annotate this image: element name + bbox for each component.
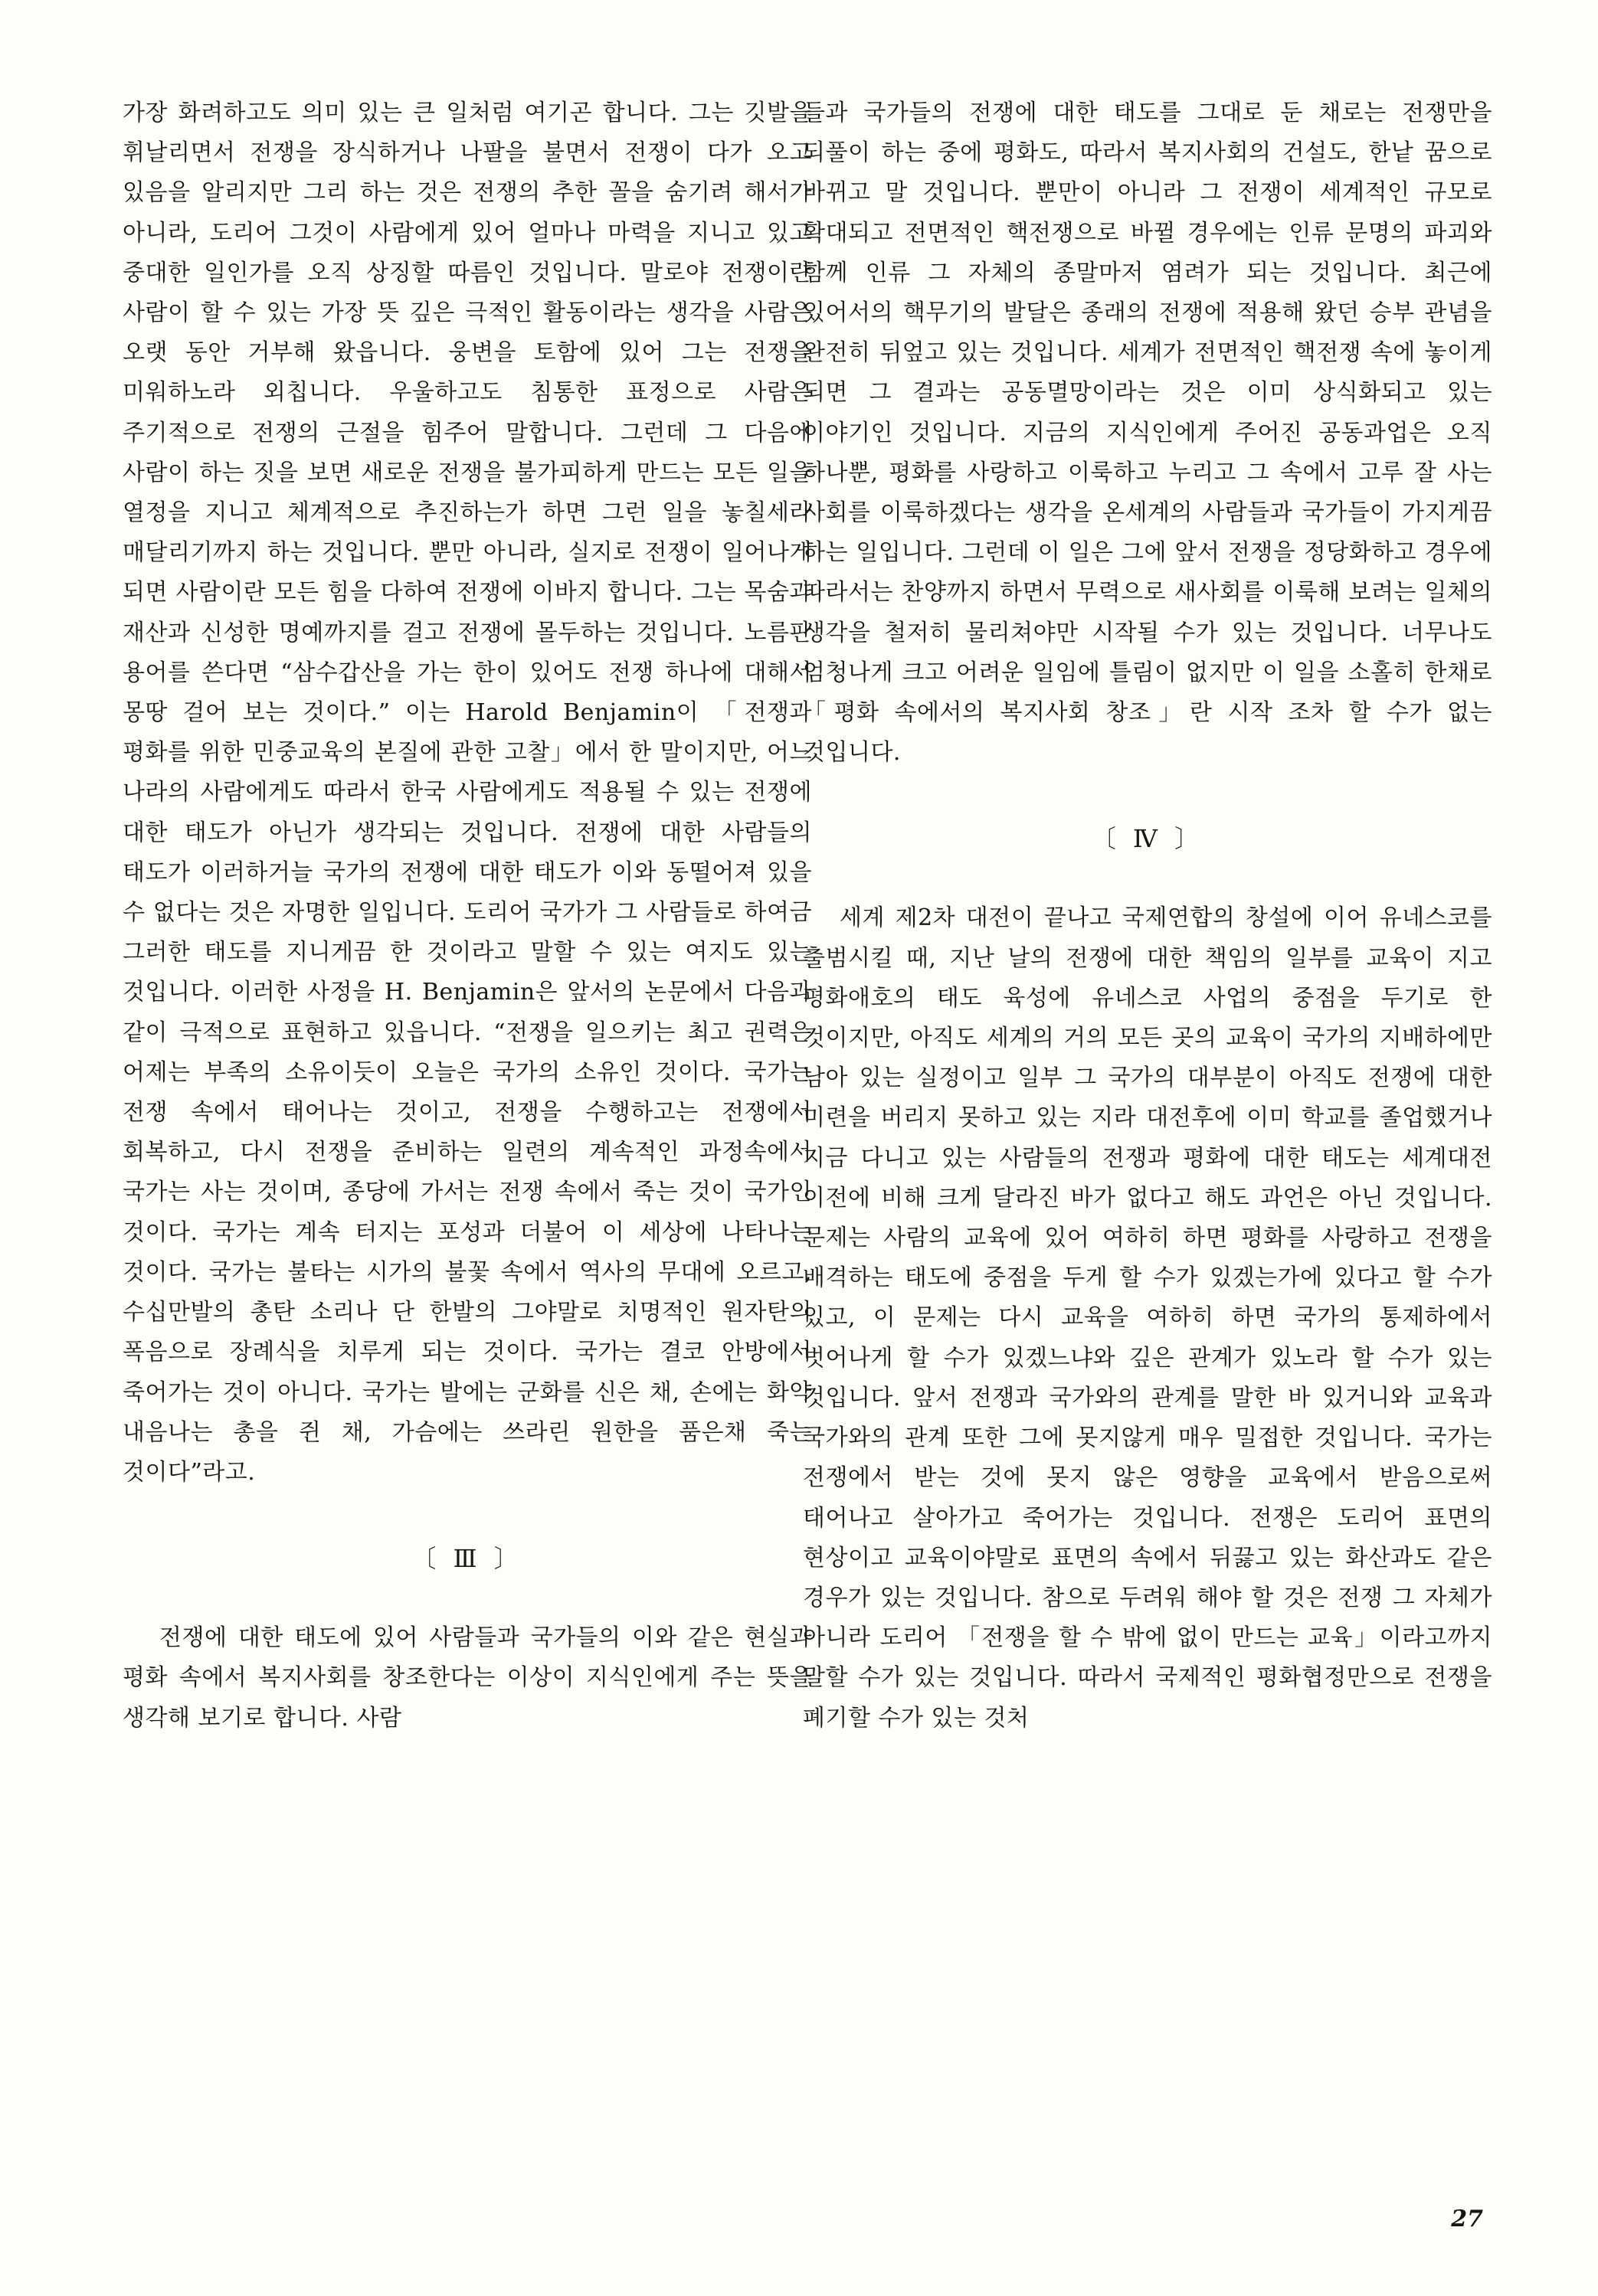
spacer: [123, 1578, 812, 1618]
right-paragraph-1: 들과 국가들의 전쟁에 대한 태도를 그대로 둔 채로는 전쟁만을 되풀이 하는 중에 평화도, 따라서 복지사회의 건설도, 한낱 꿈으로 바뀌고 말 것입니다. 뿐만이 아니라 그 전쟁이 세계적인 규모로 확대되고 전면적인 핵전쟁으로 바뀔 경우에는 인류 문명의 파괴와 함께 인류 그 자체의 종말마저 염려가 되는 것입니다. 최근에 있어서의 핵무기의 발달은 종래의 전쟁에 적용해 왔던 승부 관념을 완전히 뒤엎고 있는 것입니다. 세계가 전면적인 핵전쟁 속에 놓이게 되면 그 결과는 공동멸망이라는 것은 이미 상식화되고 있는 이야기인 것입니다. 지금의 지식인에게 주어진 공동과업은 오직 하나뿐, 평화를 사랑하고 이룩하고 누리고 그 속에서 고루 잘 사는 사회를 이룩하겠다는 생각을 온세계의 사람들과 국가들이 가지게끔 하는 일입니다. 그런데 이 일은 그에 앞서 전쟁을 정당화하고 경우에 따라서는 찬양까지 하면서 무력으로 새사회를 이룩해 보려는 일체의 생각을 철저히 물리쳐야만 시작될 수가 있는 것입니다. 너무나도 엄청나게 크고 어려운 일임에 틀림이 없지만 이 일을 소홀히 한채로 「평화 속에서의 복지사회 창조」란 시작 조차 할 수가 없는 것입니다.: [803, 100, 1492, 767]
spacer: [123, 1493, 812, 1539]
left-paragraph-2: 전쟁에 대한 태도에 있어 사람들과 국가들의 이와 같은 현실과 평화 속에서 복지사회를 창조한다는 이상이 지식인에게 주는 뜻을 생각해 보기로 합니다. 사람: [123, 1624, 812, 1732]
section-heading-3: 〔 Ⅲ 〕: [411, 1544, 523, 1574]
left-column: [123, 93, 812, 1738]
right-paragraph-2: 세계 제2차 대전이 끝나고 국제연합의 창설에 이어 유네스코를 출범시킬 때, 지난 날의 전쟁에 대한 책임의 일부를 교육이 지고 평화애호의 태도 육성에 유네스코 사업의 중점을 두기로 한 것이지만, 아직도 세계의 거의 모든 곳의 교육이 국가의 지배하에만 남아 있는 실정이고 일부 그 국가의 대부분이 아직도 전쟁에 대한 미련을 버리지 못하고 있는 지라 대전후에 이미 학교를 졸업했거나 지금 다니고 있는 사람들의 전쟁과 평화에 대한 태도는 세계대전 이전에 비해 크게 달라진 바가 없다고 해도 과언은 아닌 것입니다. 문제는 사람의 교육에 있어 여하히 하면 평화를 사랑하고 전쟁을 배격하는 태도에 중점을 두게 할 수가 있겠는가에 있다고 할 수가 있고, 이 문제는 다시 교육을 여하히 하면 국가의 통제하에서 벗어나게 할 수가 있겠느냐와 깊은 관계가 있노라 할 수가 있는 것입니다. 앞서 전쟁과 국가와의 관계를 말한 바 있거니와 교육과 국가와의 관계 또한 그에 못지않게 매우 밀접한 것입니다. 국가는 전쟁에서 받는 것에 못지 않은 영향을 교육에서 받음으로써 태어나고 살아가고 죽어가는 것입니다. 전쟁은 도리어 표면의 현상이고 교육이야말로 표면의 속에서 뒤끓고 있는 화산과도 같은 경우가 있는 것입니다. 참으로 두려워 해야 할 것은 전쟁 그 자체가 아니라 도리어 「전쟁을 할 수 밖에 없이 만드는 교육」이라고까지 말할 수가 있는 것입니다. 따라서 국제적인 평화협정만으로 전쟁을 폐기할 수가 있는 것처: [803, 904, 1492, 1732]
left-paragraph-1: 가장 화려하고도 의미 있는 큰 일처럼 여기곤 합니다. 그는 깃발을 휘날리면서 전쟁을 장식하거나 나팔을 불면서 전쟁이 다가 오고 있음을 알리지만 그리 하는 것은 전쟁의 추한 꼴을 숨기려 해서가 아니라, 도리어 그것이 사람에게 있어 얼마나 마력을 지니고 있고 중대한 일인가를 오직 상징할 따름인 것입니다. 말로야 전쟁이란 사람이 할 수 있는 가장 뜻 깊은 극적인 활동이라는 생각을 사람은 오랫 동안 거부해 왔읍니다. 웅변을 토함에 있어 그는 전쟁을 미워하노라 외칩니다. 우울하고도 침통한 표정으로 사람은 주기적으로 전쟁의 근절을 힘주어 말합니다. 그런데 그 다음에 사람이 하는 짓을 보면 새로운 전쟁을 불가피하게 만드는 모든 일을 열정을 지니고 체계적으로 추진하는가 하면 그런 일을 놓칠세라 매달리기까지 하는 것입니다. 뿐만 아니라, 실지로 전쟁이 일어나게 되면 사람이란 모든 힘을 다하여 전쟁에 이바지 합니다. 그는 목숨과 재산과 신성한 명예까지를 걸고 전쟁에 몰두하는 것입니다. 노름판 용어를 쓴다면 “삼수갑산을 가는 한이 있어도 전쟁 하나에 대해서 몽땅 걸어 보는 것이다.” 이는 Harold Benjamin이 「전쟁과 평화를 위한 민중교육의 본질에 관한 고찰」에서 한 말이지만, 어느 나라의 사람에게도 따라서 한국 사람에게도 적용될 수 있는 전쟁에 대한 태도가 아닌가 생각되는 것입니다. 전쟁에 대한 사람들의 태도가 이러하거늘 국가의 전쟁에 대한 태도가 이와 동떨어져 있을 수 없다는 것은 자명한 일입니다. 도리어 국가가 그 사람들로 하여금 그러한 태도를 지니게끔 한 것이라고 말할 수 있는 여지도 있는 것입니다. 이러한 사정을 H. Benjamin은 앞서의 논문에서 다음과 같이 극적으로 표현하고 있읍니다. “전쟁을 일으키는 최고 권력은 어제는 부족의 소유이듯이 오늘은 국가의 소유인 것이다. 국가는 전쟁 속에서 태어나는 것이고, 전쟁을 수행하고는 전쟁에서 회복하고, 다시 전쟁을 준비하는 일련의 계속적인 과정속에서 국가는 사는 것이며, 종당에 가서는 전쟁 속에서 죽는 것이 국가인 것이다. 국가는 계속 터지는 포성과 더불어 이 세상에 나타나는 것이다. 국가는 불타는 시가의 불꽃 속에서 역사의 무대에 오르고, 수십만발의 총탄 소리나 단 한발의 그야말로 치명적인 원자탄의 폭음으로 장례식을 치루게 되는 것이다. 국가는 결코 안방에서 죽어가는 것이 아니다. 국가는 발에는 군화를 신은 채, 손에는 화약 내음나는 총을 쥔 채, 가슴에는 쓰라린 원한을 품은채 죽는 것이다”라고.: [123, 100, 812, 1486]
spacer: [803, 859, 1492, 898]
page-number: 27: [1451, 2206, 1483, 2232]
section-heading-4: 〔 Ⅳ 〕: [1091, 824, 1204, 854]
right-column: [803, 93, 1492, 1738]
spacer: [803, 773, 1492, 819]
